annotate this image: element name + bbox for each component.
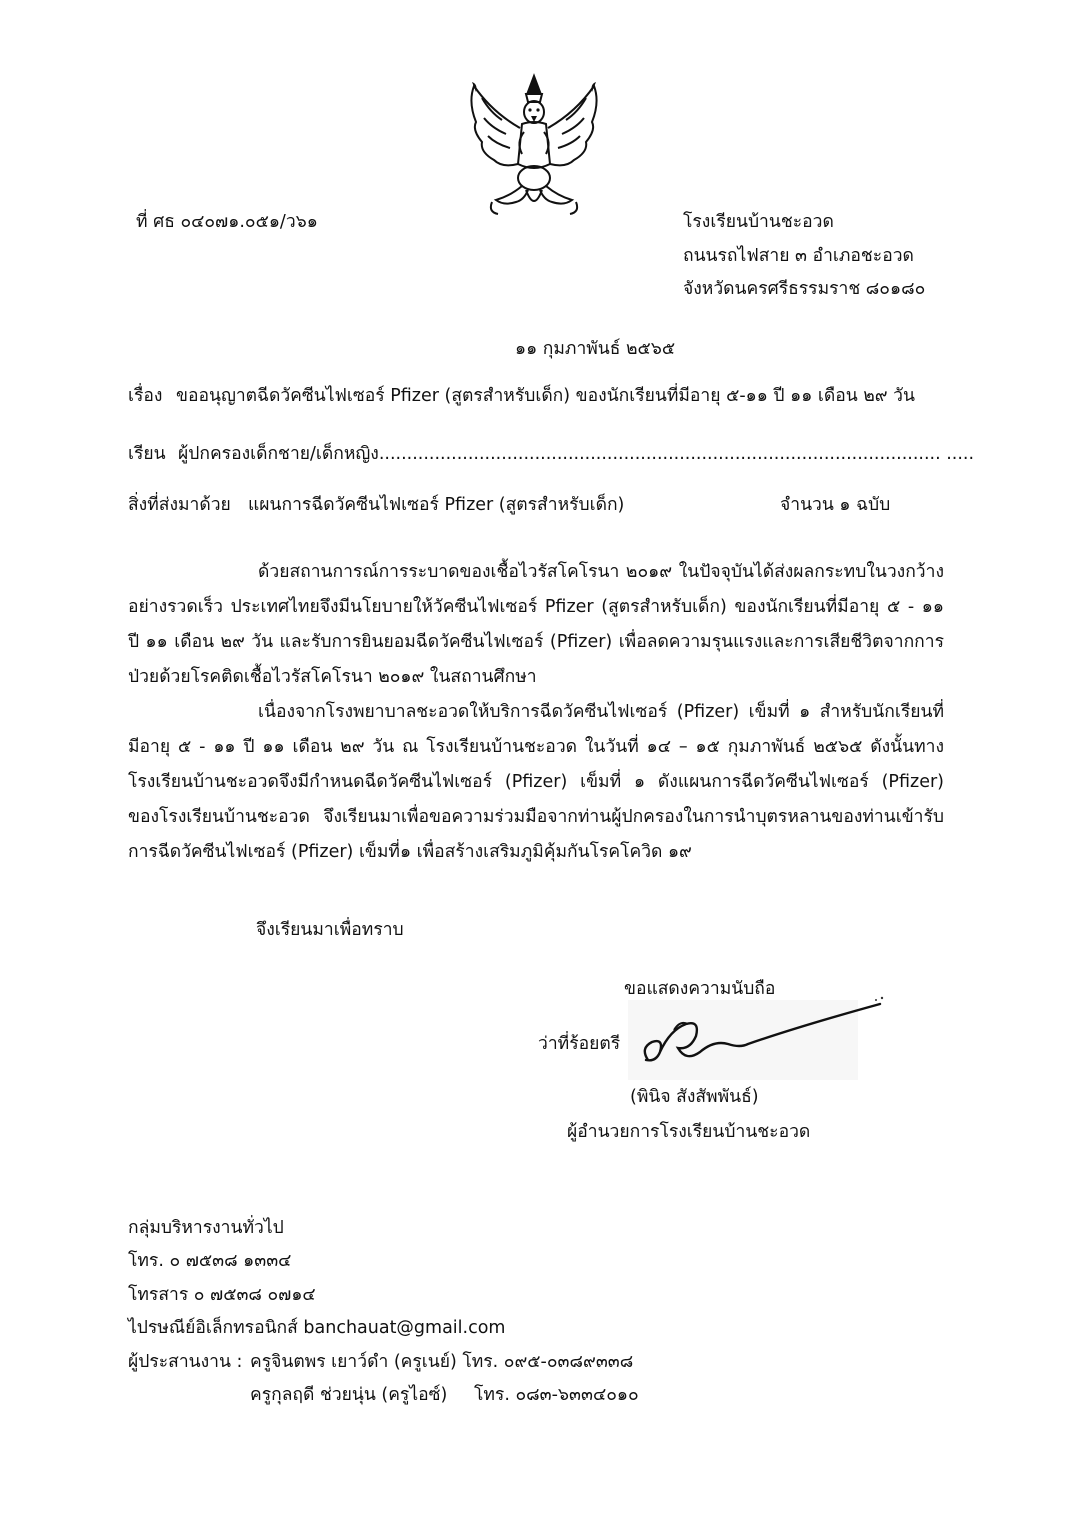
contact-phone: โทร. ๐ ๗๕๓๘ ๑๓๓๔ <box>128 1251 292 1271</box>
signer-name: (พินิจ สังสัพพันธ์) <box>630 1087 759 1107</box>
school-name: โรงเรียนบ้านชะอวด <box>683 212 834 232</box>
subject-label: เรื่อง <box>128 386 163 406</box>
enclosure-text: แผนการฉีดวัคซีนไฟเซอร์ Pfizer (สูตรสำหรับเด็ก) <box>248 495 625 515</box>
contact-email: ไปรษณีย์อิเล็กทรอนิกส์ banchauat@gmail.com <box>128 1318 506 1338</box>
body-text <box>128 555 944 870</box>
contact-fax: โทรสาร ๐ ๗๕๓๘ ๐๗๑๔ <box>128 1285 316 1305</box>
coordinator-2-phone: โทร. ๐๘๓-๖๓๓๔๐๑๐ <box>474 1385 639 1405</box>
body-paragraph-2: เนื่องจากโรงพยาบาลชะอวดให้บริการฉีดวัคซีนไฟเซอร์ (Pfizer) เข็มที่ ๑ สำหรับนักเรียนที่มีอายุ ๕ - ๑๑ ปี ๑๑ เดือน ๒๙ วัน ณ โรงเรียนบ้านชะอวด ในวันที่ ๑๔ – ๑๕ กุมภาพันธ์ ๒๕๖๕ ดังนั้นทางโรงเรียนบ้านชะอวดจึงมีกำหนดฉีดวัคซีนไฟเซอร์ (Pfizer) เข็มที่ ๑ ดังแผนการฉีดวัคซีนไฟเซอร์ (Pfizer) ของโรงเรียนบ้านชะอวด จึงเรียนมาเพื่อขอความร่วมมือจากท่านผู้ปกครองในการนำบุตรหลานของท่านเข้ารับการฉีดวัคซีนไฟเซอร์ (Pfizer) เข็มที่๑ เพื่อสร้างเสริมภูมิคุ้มกันโรคโควิด ๑๙ <box>128 702 944 862</box>
signer-rank: ว่าที่ร้อยตรี <box>538 1034 621 1054</box>
body-paragraph-1: ด้วยสถานการณ์การระบาดของเชื้อไวรัสโคโรนา ๒๐๑๙ ในปัจจุบันได้ส่งผลกระทบในวงกว้างอย่างรวดเร็ว ประเทศไทยจึงมีนโยบายให้วัคซีนไฟเซอร์ Pfizer (สูตรสำหรับเด็ก) ของนักเรียนที่มีอายุ ๕ - ๑๑ ปี ๑๑ เดือน ๒๙ วัน และรับการยินยอมฉีดวัคซีนไฟเซอร์ (Pfizer) เพื่อลดความรุนแรงและการเสียชีวิตจากการป่วยด้วยโรคติดเชื้อไวรัสโคโรนา ๒๐๑๙ ในสถานศึกษา <box>128 562 944 687</box>
garuda-emblem-icon <box>462 72 606 222</box>
reference-number: ที่ ศธ ๐๔๐๗๑.๐๕๑/ว๖๑ <box>136 212 318 232</box>
enclosure-count: จำนวน ๑ ฉบับ <box>780 495 891 515</box>
school-province: จังหวัดนครศรีธรรมราช ๘๐๑๘๐ <box>683 279 926 299</box>
signer-position: ผู้อำนวยการโรงเรียนบ้านชะอวด <box>567 1122 811 1142</box>
letter-date: ๑๑ กุมภาพันธ์ ๒๕๖๕ <box>515 339 676 359</box>
enclosure-label: สิ่งที่ส่งมาด้วย <box>128 495 231 515</box>
coordinator-1: ครูจินตพร เยาว์ดำ (ครูเนย์) โทร. ๐๙๕-๐๓๘๙๓๓๘ <box>250 1352 634 1372</box>
contact-department: กลุ่มบริหารงานทั่วไป <box>128 1218 284 1238</box>
school-street: ถนนรถไฟสาย ๓ อำเภอชะอวด <box>683 246 914 266</box>
handwritten-signature <box>630 990 892 1086</box>
subject-text: ขออนุญาตฉีดวัคซีนไฟเซอร์ Pfizer (สูตรสำหรับเด็ก) ของนักเรียนที่มีอายุ ๕-๑๑ ปี ๑๑ เดือน ๒๙ วัน <box>176 386 915 406</box>
to-label: เรียน <box>128 444 166 464</box>
coordinator-2-name: ครูกุลฤดี ช่วยนุ่น (ครูไอซ์) <box>250 1385 448 1405</box>
closing-line: จึงเรียนมาเพื่อทราบ <box>256 920 404 940</box>
coordinator-label: ผู้ประสานงาน : <box>128 1352 243 1372</box>
regards-text: ขอแสดงความนับถือ <box>624 979 776 999</box>
to-recipient: ผู้ปกครองเด็กชาย/เด็กหญิง..................................................................................................... ..... <box>178 444 975 464</box>
